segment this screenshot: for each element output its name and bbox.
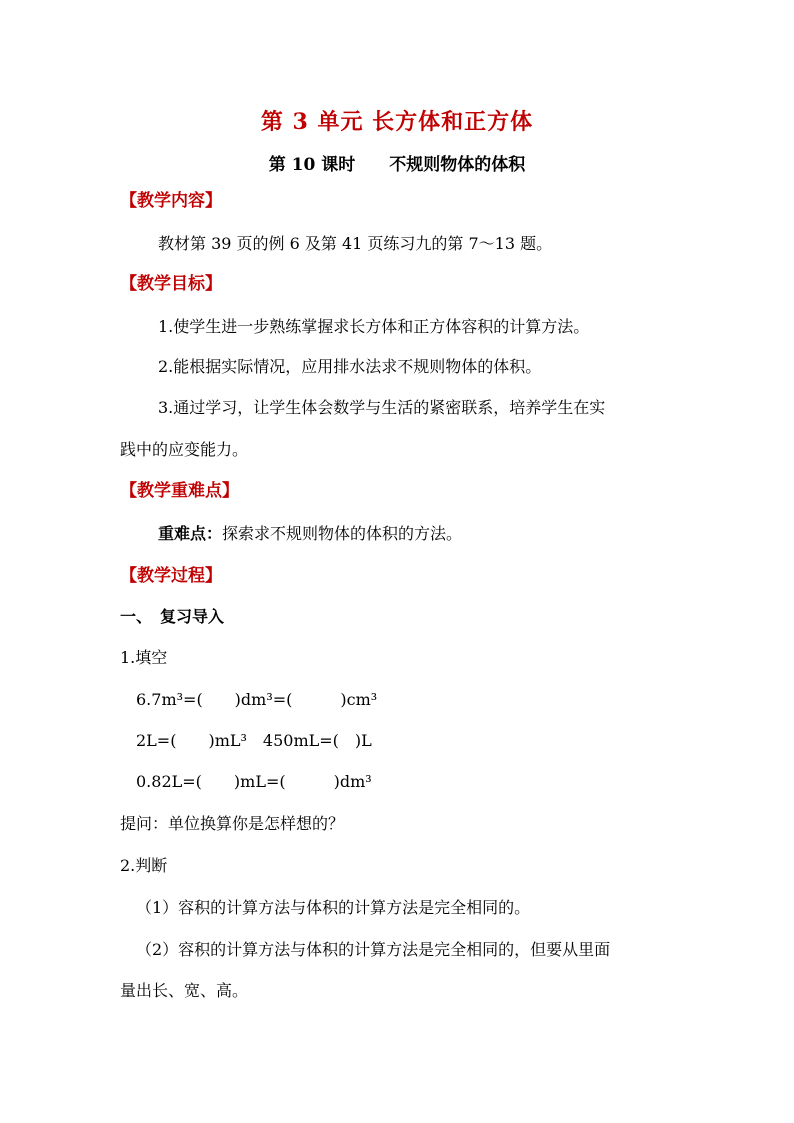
key-points-text: 探索求不规则物体的体积的方法。 <box>222 524 463 543</box>
unit-title: 第 3 单元 长方体和正方体 <box>260 109 534 135</box>
goals-heading: 【教学目标】 <box>120 274 222 294</box>
lesson-topic: 不规则物体的体积 <box>389 155 526 175</box>
key-points-line <box>158 524 462 544</box>
goal-item-1: 1.使学生进一步熟练掌握求长方体和正方体容积的计算方法。 <box>158 317 590 336</box>
key-points-heading: 【教学重难点】 <box>120 481 239 501</box>
lesson-subtitle <box>0 150 794 175</box>
q1-line-2: 2L=( )mL³ 450mL=( )L <box>136 731 372 750</box>
key-points-label: 重难点： <box>158 524 223 543</box>
q1-title: 1.填空 <box>120 648 168 667</box>
question-text: 提问：单位换算你是怎样想的？ <box>120 814 345 833</box>
q2-title: 2.判断 <box>120 856 168 875</box>
q1-line-1: 6.7m³=( )dm³=( )cm³ <box>136 690 378 709</box>
q2-item-1: （1）容积的计算方法与体积的计算方法是完全相同的。 <box>136 898 531 917</box>
content-text: 教材第 39 页的例 6 及第 41 页练习九的第 7～13 题。 <box>158 234 553 253</box>
goal-item-3-continued: 践中的应变能力。 <box>120 440 249 459</box>
q2-item-2: （2）容积的计算方法与体积的计算方法是完全相同的，但要从里面 <box>136 940 611 959</box>
lesson-number: 第 10 课时 <box>268 155 356 175</box>
q1-line-3: 0.82L=( )mL=( )dm³ <box>136 772 372 791</box>
goal-item-3: 3.通过学习，让学生体会数学与生活的紧密联系，培养学生在实 <box>158 398 606 417</box>
goal-item-2: 2.能根据实际情况，应用排水法求不规则物体的体积。 <box>158 357 542 376</box>
content-heading: 【教学内容】 <box>120 191 222 211</box>
part1-heading: 一、 复习导入 <box>120 607 225 626</box>
q2-item-2-continued: 量出长、宽、高。 <box>120 981 249 1000</box>
process-heading: 【教学过程】 <box>120 566 222 586</box>
